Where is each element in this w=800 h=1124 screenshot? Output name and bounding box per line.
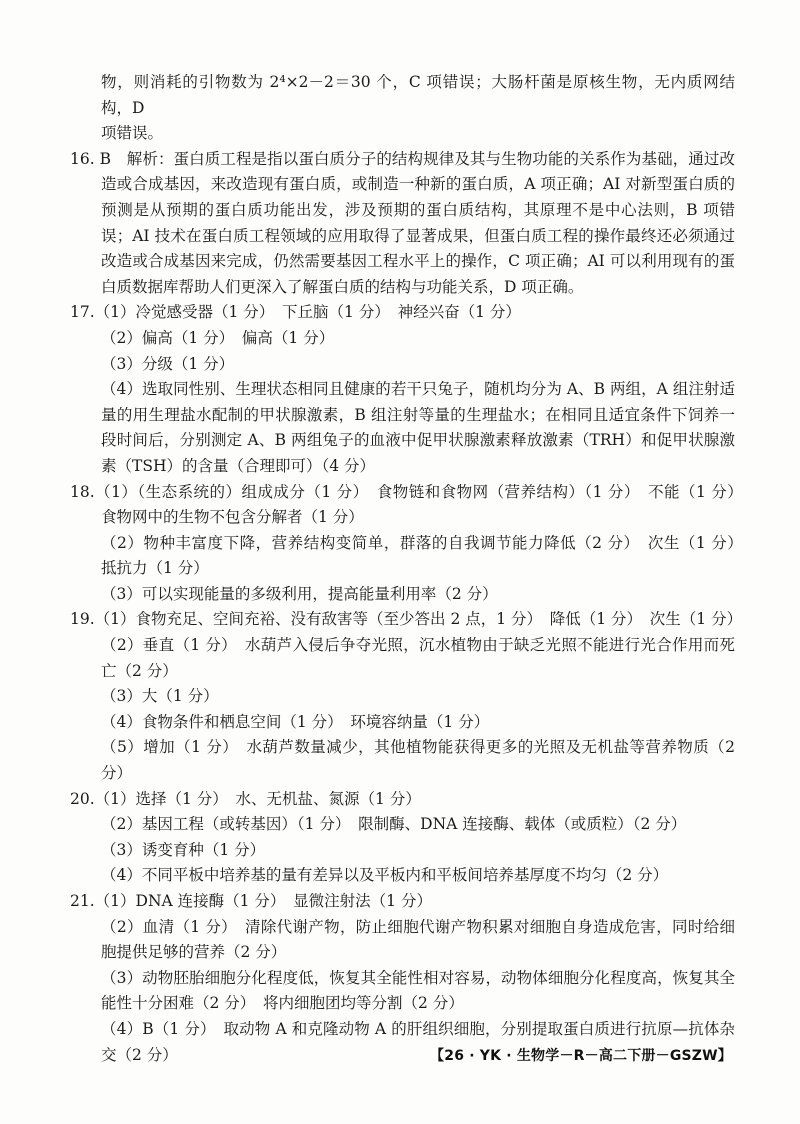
question-20-part-4: （4）不同平板中培养基的量有差异以及平板内和平板间培养基厚度不均匀（2 分） (101, 866, 669, 885)
question-20-part-2: （2）基因工程（或转基因）（1 分） 限制酶、DNA 连接酶、载体（或质粒）（2 分） (101, 815, 687, 834)
question-19-part-2: （2）垂直（1 分） 水葫芦入侵后争夺光照，沉水植物由于缺乏光照不能进行光合作用而死亡（2 分） (101, 636, 735, 680)
question-18-part-1: 18.（1）（生态系统的）组成成分（1 分） 食物链和食物网（营养结构）（1 分） 不能（1 分） 食物网中的生物不包含分解者（1 分） (70, 482, 751, 527)
answer-text-body (70, 70, 751, 1068)
question-18-part-3: （3）可以实现能量的多级利用，提高能量利用率（2 分） (101, 584, 498, 603)
question-18-part-2: （2）物种丰富度下降，营养结构变简单，群落的自我调节能力降低（2 分） 次生（1 分） 抵抗力（1 分） (101, 533, 751, 578)
page-footer-code: 【26 · YK · 生物学－R－高二下册－GSZW】 (430, 1048, 732, 1064)
text-line: 物，则消耗的引物数为 2⁴×2－2＝30 个，C 项错误；大肠杆菌是原核生物，无内质网结构，D (101, 73, 735, 117)
question-21-part-4: （4）B（1 分） 取动物 A 和克隆动物 A 的肝组织细胞，分别提取蛋白质进行抗原—抗体杂交（2 分） (101, 1019, 735, 1064)
question-21-part-3: （3）动物胚胎细胞分化程度低，恢复其全能性相对容易，动物体细胞分化程度高，恢复其全能性十分困难（2 分） 将内细胞团均等分割（2 分） (101, 968, 735, 1013)
question-17-part-2: （2）偏高（1 分） 偏高（1 分） (101, 328, 335, 347)
text-line: 项错误。 (101, 124, 164, 143)
question-17-part-4: （4）选取同性别、生理状态相同且健康的若干只兔子，随机均分为 A、B 两组，A 组注射适量的用生理盐水配制的甲状腺激素，B 组注射等量的生理盐水；在相同且适宜条件下饲养一段时间后，分别测定 A、B 两组兔子的血液中促甲状腺激素释放激素（TRH）和促甲状腺激素（TSH）的含量（合理即可）（4 分） (101, 380, 735, 475)
question-17-part-3: （3）分级（1 分） (101, 354, 235, 373)
question-19-part-4: （4）食物条件和栖息空间（1 分） 环境容纳量（1 分） (101, 712, 490, 731)
question-20-part-3: （3）诱变育种（1 分） (101, 840, 266, 859)
question-21-part-1: 21.（1）DNA 连接酶（1 分） 显微注射法（1 分） (70, 892, 432, 910)
question-20-part-1: 20.（1）选择（1 分） 水、无机盐、氮源（1 分） (70, 789, 421, 808)
question-19-part-3: （3）大（1 分） (101, 687, 219, 706)
question-21-part-2: （2）血清（1 分） 清除代谢产物，防止细胞代谢产物积累对细胞自身造成危害，同时给细胞提供足够的营养（2 分） (101, 917, 735, 962)
question-17-part-1: 17.（1）冷觉感受器（1 分） 下丘脑（1 分） 神经兴奋（1 分） (70, 303, 521, 322)
question-19-part-1: 19.（1）食物充足、空间充裕、没有敌害等（至少答出 2 点，1 分） 降低（1 分） 次生（1 分） (70, 610, 743, 629)
question-16-answer: 16. B 解析：蛋白质工程是指以蛋白质分子的结构规律及其与生物功能的关系作为基础，通过改造或合成基因，来改造现有蛋白质，或制造一种新的蛋白质，A 项正确；AI 对新型蛋白质的预测是从预期的蛋白质功能出发，涉及预期的蛋白质结构，其原理不是中心法则，B 项错误；AI 技术在蛋白质工程领域的应用取得了显著成果，但蛋白质工程的操作最终还必须通过改造或合成基因来完成，仍然需要基因工程水平上的操作，C 项正确；AI 可以利用现有的蛋白质数据库帮助人们更深入了解蛋白质的结构与功能关系，D 项正确。 (70, 149, 735, 296)
question-19-part-5: （5）增加（1 分） 水葫芦数量减少，其他植物能获得更多的光照及无机盐等营养物质（2 分） (101, 738, 735, 783)
